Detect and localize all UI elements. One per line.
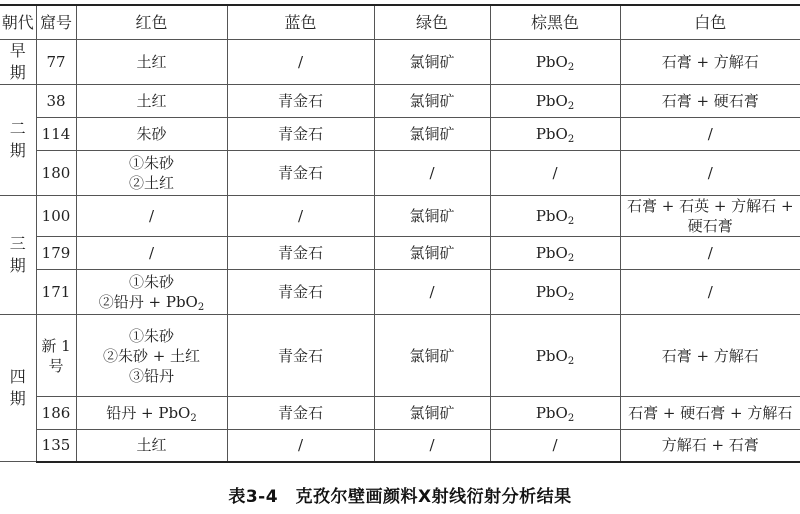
table-row: [0, 315, 800, 397]
period-char: 四: [9, 367, 26, 386]
brownblack-pigment: PbO$_2$: [490, 315, 620, 397]
red-pigment: [76, 315, 227, 397]
cave-number: 新 1 号: [36, 315, 76, 397]
white-pigment: /: [620, 270, 800, 315]
white-pigment: 方解石 + 石膏: [620, 430, 800, 462]
table-row: [0, 397, 800, 430]
red-pigment-line: 土红: [136, 436, 167, 455]
cave-number: 180: [36, 151, 76, 196]
blue-pigment: 青金石: [227, 270, 374, 315]
red-pigment-line: ②土红: [128, 174, 174, 192]
brownblack-pigment: /: [490, 430, 620, 462]
red-pigment-line: ①朱砂: [128, 273, 174, 291]
red-pigment: [76, 118, 227, 151]
cave-number: 114: [36, 118, 76, 151]
red-pigment: [76, 40, 227, 85]
red-pigment-line: ③铅丹: [128, 366, 174, 385]
green-pigment: 氯铜矿: [374, 237, 490, 270]
brownblack-pigment: PbO$_2$: [490, 270, 620, 315]
red-pigment-line: 土红: [136, 92, 167, 110]
header-row: [0, 5, 800, 40]
red-pigment: [76, 237, 227, 270]
period-char: 期: [9, 256, 26, 275]
red-pigment: [76, 85, 227, 118]
blue-pigment: 青金石: [227, 85, 374, 118]
white-pigment: 石膏 + 方解石: [620, 40, 800, 85]
green-pigment: /: [374, 430, 490, 462]
header-brownblack: 棕黑色: [490, 5, 620, 40]
cave-number: 77: [36, 40, 76, 85]
period-cell: [0, 85, 36, 196]
white-pigment: 石膏 + 方解石: [620, 315, 800, 397]
white-pigment: 石膏 + 硬石膏: [620, 85, 800, 118]
brownblack-pigment: PbO$_2$: [490, 118, 620, 151]
table-row: [0, 237, 800, 270]
table-row: [0, 85, 800, 118]
red-pigment-line: ②铅丹 + PbO$_2$: [98, 293, 205, 313]
cave-number: 179: [36, 237, 76, 270]
period-char: 三: [9, 234, 26, 253]
green-pigment: 氯铜矿: [374, 397, 490, 430]
cave-number: 186: [36, 397, 76, 430]
red-pigment: [76, 397, 227, 430]
blue-pigment: 青金石: [227, 237, 374, 270]
white-pigment: 石膏 + 石英 + 方解石 + 硬石膏: [620, 196, 800, 237]
white-pigment: /: [620, 237, 800, 270]
period-char: 早: [9, 41, 26, 60]
green-pigment: 氯铜矿: [374, 196, 490, 237]
table-row: [0, 270, 800, 315]
blue-pigment: /: [227, 430, 374, 462]
brownblack-pigment: PbO$_2$: [490, 85, 620, 118]
green-pigment: /: [374, 270, 490, 315]
header-red: 红色: [76, 5, 227, 40]
green-pigment: 氯铜矿: [374, 40, 490, 85]
period-char: 期: [9, 389, 26, 408]
table-caption: 表3-4 克孜尔壁画颜料X射线衍射分析结果: [228, 487, 572, 507]
blue-pigment: 青金石: [227, 315, 374, 397]
green-pigment: /: [374, 151, 490, 196]
red-pigment-line: ①朱砂: [128, 326, 174, 345]
red-pigment-line: ①朱砂: [128, 154, 174, 172]
cave-number: 171: [36, 270, 76, 315]
cave-number: 100: [36, 196, 76, 237]
header-white: 白色: [620, 5, 800, 40]
blue-pigment: 青金石: [227, 151, 374, 196]
green-pigment: 氯铜矿: [374, 315, 490, 397]
red-pigment-line: 土红: [136, 53, 167, 71]
blue-pigment: /: [227, 40, 374, 85]
brownblack-pigment: /: [490, 151, 620, 196]
table-row: [0, 118, 800, 151]
table-row: [0, 430, 800, 462]
header-blue: 蓝色: [227, 5, 374, 40]
header-cave: 窟号: [36, 5, 76, 40]
period-cell: [0, 40, 36, 85]
brownblack-pigment: PbO$_2$: [490, 397, 620, 430]
green-pigment: 氯铜矿: [374, 118, 490, 151]
pigment-xrd-table: [0, 4, 800, 463]
period-char: 期: [9, 141, 26, 160]
red-pigment-line: ②朱砂 + 土红: [102, 346, 201, 365]
table-row: [0, 196, 800, 237]
period-char: 期: [9, 63, 26, 82]
blue-pigment: /: [227, 196, 374, 237]
red-pigment-line: 朱砂: [136, 125, 167, 143]
header-green: 绿色: [374, 5, 490, 40]
period-cell: [0, 315, 36, 462]
red-pigment: [76, 430, 227, 462]
cave-number: 38: [36, 85, 76, 118]
table-row: [0, 151, 800, 196]
red-pigment: [76, 196, 227, 237]
red-pigment-line: 铅丹 + PbO$_2$: [106, 404, 197, 424]
header-period: 朝代: [0, 5, 36, 40]
red-pigment-line: /: [148, 207, 155, 225]
white-pigment: /: [620, 118, 800, 151]
period-cell: [0, 196, 36, 315]
cave-number: 135: [36, 430, 76, 462]
blue-pigment: 青金石: [227, 397, 374, 430]
table-row: [0, 40, 800, 85]
white-pigment: 石膏 + 硬石膏 + 方解石: [620, 397, 800, 430]
brownblack-pigment: PbO$_2$: [490, 40, 620, 85]
red-pigment: [76, 270, 227, 315]
brownblack-pigment: PbO$_2$: [490, 196, 620, 237]
blue-pigment: 青金石: [227, 118, 374, 151]
green-pigment: 氯铜矿: [374, 85, 490, 118]
red-pigment: [76, 151, 227, 196]
brownblack-pigment: PbO$_2$: [490, 237, 620, 270]
red-pigment-line: /: [148, 244, 155, 262]
white-pigment: /: [620, 151, 800, 196]
period-char: 二: [9, 119, 26, 138]
